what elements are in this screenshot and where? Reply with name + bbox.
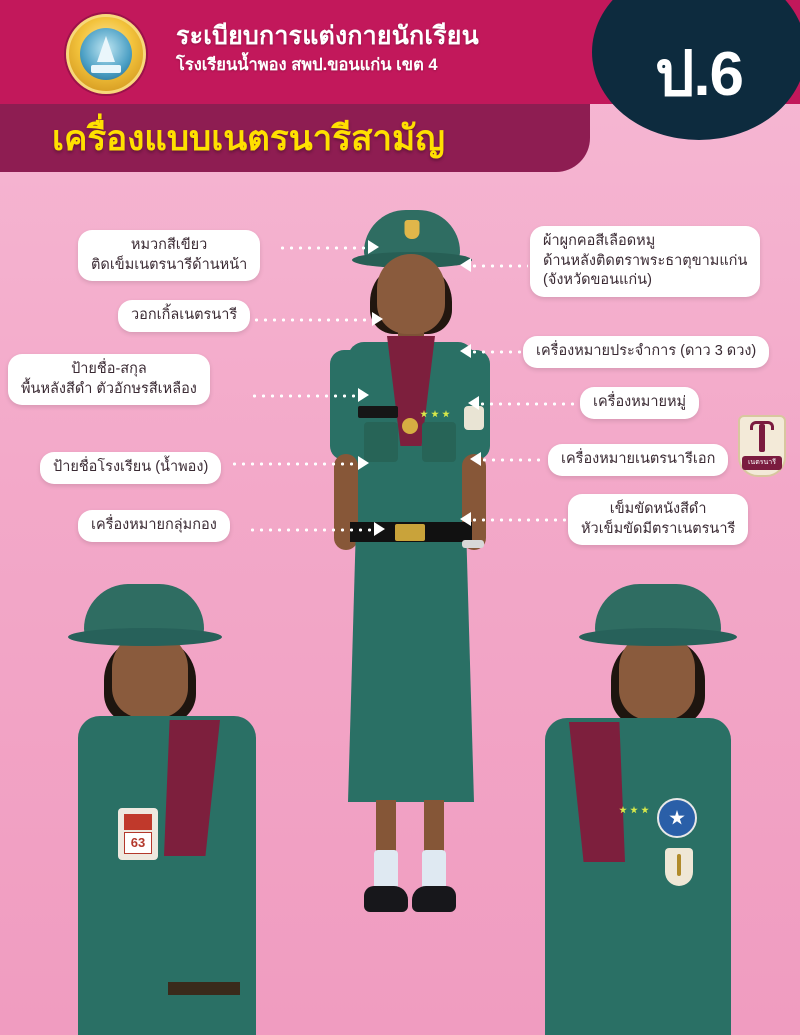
rank-stars-side-icon [619, 806, 649, 814]
callout-senior-scout: เครื่องหมายเนตรนารีเอก [548, 444, 728, 476]
section-ribbon [0, 104, 590, 172]
callout-nametag [8, 354, 210, 405]
connector-line-scarf [470, 264, 528, 268]
student-side-right-photo [535, 584, 745, 1035]
callout-belt-line1: เข็มขัดหนังสีดำ [609, 501, 707, 517]
callout-woggle: วอกเกิ้ลเนตรนารี [118, 300, 250, 332]
connector-arrow-troop [468, 396, 479, 410]
page-title: ระเบียบการแต่งกายนักเรียน [176, 22, 479, 50]
callout-scarf-line3: (จังหวัดขอนแก่น) [543, 272, 652, 289]
senior-scout-emblem-icon [738, 415, 786, 477]
connector-arrow-belt [460, 512, 471, 526]
woggle-icon [402, 418, 418, 434]
callout-hat-line2: ติดเข็มเนตรนารีด้านหน้า [91, 256, 248, 273]
group-emblem-icon [657, 798, 697, 838]
emblem-caption: เนตรนารี [742, 456, 782, 470]
callout-hat-line1: หมวกสีเขียว [130, 237, 208, 253]
connector-line-belt [470, 518, 566, 522]
connector-line-troop [478, 402, 578, 406]
connector-line-group [248, 528, 376, 532]
callout-troop-sign: เครื่องหมายหมู่ [580, 387, 699, 419]
callout-scarf-line1: ผ้าผูกคอสีเลือดหมู [543, 233, 656, 249]
connector-line-school [230, 462, 360, 466]
connector-arrow-hat [368, 240, 379, 254]
header-text-block [176, 22, 596, 76]
belt-buckle-icon [395, 524, 425, 541]
connector-arrow-scarf [460, 258, 471, 272]
callout-group-sign: เครื่องหมายกลุ่มกอง [78, 510, 230, 542]
student-side-left-photo [60, 584, 265, 1035]
page-subtitle: โรงเรียนน้ำพอง สพป.ขอนแก่น เขต 4 [176, 55, 438, 74]
connector-line-rank [470, 350, 522, 354]
callout-scarf [530, 226, 760, 297]
connector-line-nametag [250, 394, 360, 398]
callout-nametag-line1: ป้ายชื่อ-สกุล [71, 361, 147, 377]
grade-badge-label: ป.6 [654, 40, 744, 109]
connector-arrow-rank [460, 344, 471, 358]
connector-line-senior [480, 458, 546, 462]
senior-scout-side-patch [665, 848, 693, 886]
connector-line-vest [252, 318, 372, 322]
connector-arrow-group [374, 522, 385, 536]
troop-number-text: 63 [124, 832, 152, 854]
connector-line-hat [278, 246, 368, 250]
callout-scarf-line2: ด้านหลังติดตราพระธาตุขามแก่น [543, 252, 748, 269]
section-title: เครื่องแบบเนตรนารีสามัญ [52, 118, 445, 158]
name-tag [358, 406, 398, 418]
callout-belt [568, 494, 748, 545]
troop-number-patch [118, 808, 158, 860]
callout-rank-stars: เครื่องหมายประจำการ (ดาว 3 ดวง) [523, 336, 769, 368]
connector-arrow-senior [470, 452, 481, 466]
callout-nametag-line2: พื้นหลังสีดำ ตัวอักษรสีเหลือง [21, 380, 197, 397]
rank-stars-icon [420, 410, 450, 420]
callout-school-name: ป้ายชื่อโรงเรียน (น้ำพอง) [40, 452, 221, 484]
callout-belt-line2: หัวเข็มขัดมีตราเนตรนารี [581, 520, 736, 537]
hat-pin-icon [405, 220, 420, 239]
connector-arrow-school [358, 456, 369, 470]
callout-hat [78, 230, 260, 281]
connector-arrow-nametag [358, 388, 369, 402]
student-front-photo [330, 210, 490, 1000]
grade-badge [592, 0, 800, 140]
photo-stage [0, 172, 800, 1035]
school-seal-icon [66, 14, 146, 94]
connector-arrow-vest [372, 312, 383, 326]
